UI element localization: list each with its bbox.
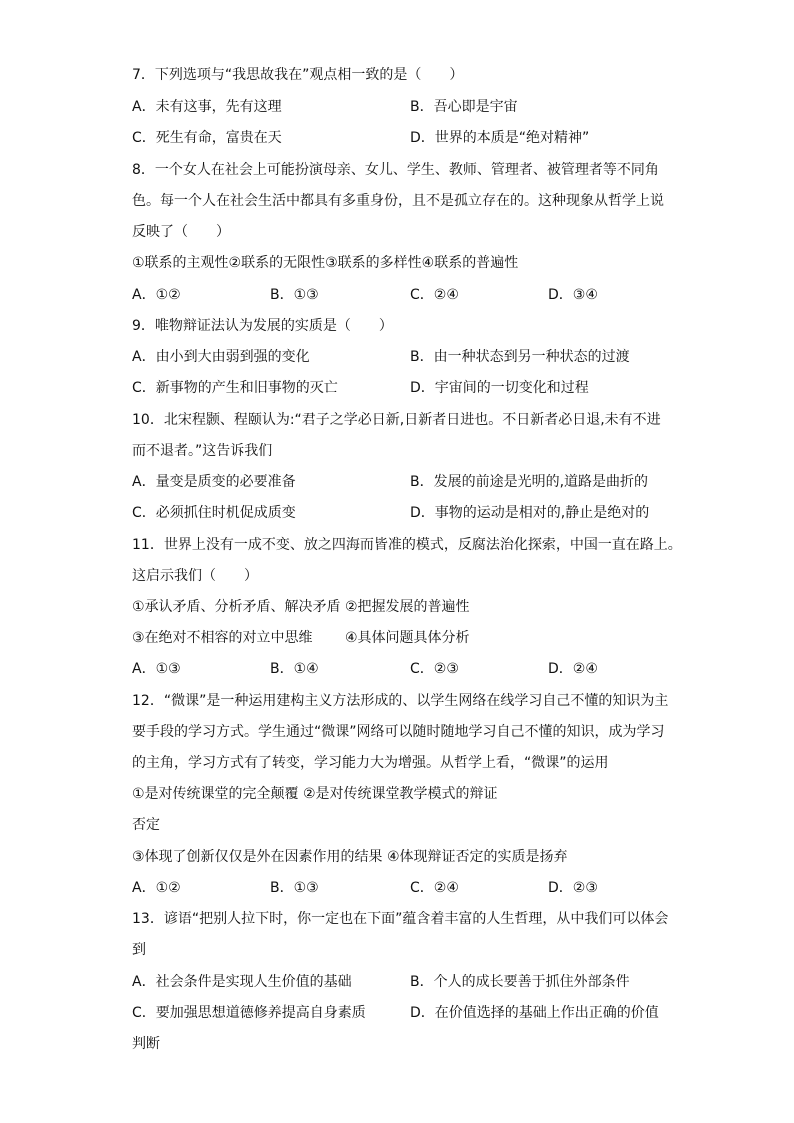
q8-option-c: C．②④	[410, 287, 459, 303]
question-10-stem-line1: 10．北宋程颢、程颐认为:“君子之学必日新,日新者日进也。不日新者必日退,未有不进	[132, 412, 661, 428]
q8-option-b: B．①③	[270, 287, 319, 303]
q10-option-a: A．量变是质变的必要准备	[132, 474, 296, 490]
q11-option-c: C．②③	[410, 661, 459, 677]
q9-option-d: D．宇宙间的一切变化和过程	[410, 380, 589, 396]
q10-option-b: B．发展的前途是光明的,道路是曲折的	[410, 474, 649, 490]
q9-option-b: B．由一种状态到另一种状态的过渡	[410, 349, 630, 365]
q10-option-d: D．事物的运动是相对的,静止是绝对的	[410, 505, 650, 521]
q9-option-c: C．新事物的产生和旧事物的灭亡	[132, 380, 338, 396]
question-12-stem-line2: 要手段的学习方式。学生通过“微课”网络可以随时随地学习自己不懂的知识，成为学习	[132, 724, 665, 740]
q12-option-c: C．②④	[410, 880, 459, 896]
q13-option-b: B．个人的成长要善于抓住外部条件	[410, 974, 630, 990]
q12-option-a: A．①②	[132, 880, 181, 896]
q9-option-a: A．由小到大由弱到强的变化	[132, 349, 310, 365]
q12-option-b: B．①③	[270, 880, 319, 896]
question-12-stem-line1: 12．“微课”是一种运用建构主义方法形成的、以学生网络在线学习自己不懂的知识为主	[132, 693, 669, 709]
question-13-stem-line2: 到	[132, 942, 146, 958]
q10-option-c: C．必须抓住时机促成质变	[132, 505, 296, 521]
q13-option-d: D．在价值选择的基础上作出正确的价值	[410, 1005, 659, 1021]
q11-option-d: D．②④	[548, 661, 598, 677]
question-13-stem-line1: 13．谚语“把别人拉下时，你一定也在下面”蕴含着丰富的人生哲理，从中我们可以体会	[132, 911, 669, 927]
question-8-stem-line1: 8．一个女人在社会上可能扮演母亲、女儿、学生、教师、管理者、被管理者等不同角	[132, 162, 659, 178]
q7-option-c: C．死生有命，富贵在天	[132, 130, 282, 146]
q8-option-a: A．①②	[132, 287, 181, 303]
question-8-statements: ①联系的主观性②联系的无限性③联系的多样性④联系的普遍性	[132, 255, 519, 271]
question-9-stem: 9．唯物辩证法认为发展的实质是（ ）	[132, 318, 393, 334]
q11-option-b: B．①④	[270, 661, 319, 677]
q7-option-a: A．未有这事，先有这理	[132, 99, 282, 115]
question-12-statements-2: ③体现了创新仅仅是外在因素作用的结果 ④体现辩证否定的实质是扬弃	[132, 849, 568, 865]
q13-option-d-wrap: 判断	[132, 1036, 160, 1052]
question-12-statements-1: ①是对传统课堂的完全颠覆 ②是对传统课堂教学模式的辩证	[132, 786, 498, 802]
question-11-stem-line1: 11．世界上没有一成不变、放之四海而皆准的模式，反腐法治化探索，中国一直在路上。	[132, 537, 682, 553]
q8-option-d: D．③④	[548, 287, 598, 303]
q11-option-a: A．①③	[132, 661, 181, 677]
q12-option-d: D．②③	[548, 880, 598, 896]
question-12-statements-1-wrap: 否定	[132, 817, 160, 833]
question-8-stem-line3: 反映了（ ）	[132, 224, 230, 240]
question-12-stem-line3: 的主角，学习方式有了转变，学习能力大为增强。从哲学上看，“微课”的运用	[132, 755, 609, 771]
q7-option-d: D．世界的本质是“绝对精神”	[410, 130, 590, 146]
question-11-statements-2: ③在绝对不相容的对立中思维 ④具体问题具体分析	[132, 630, 470, 646]
question-11-statements-1: ①承认矛盾、分析矛盾、解决矛盾 ②把握发展的普遍性	[132, 599, 470, 615]
q7-option-b: B．吾心即是宇宙	[410, 99, 518, 115]
question-11-stem-line2: 这启示我们（ ）	[132, 568, 258, 584]
q13-option-a: A．社会条件是实现人生价值的基础	[132, 974, 352, 990]
question-10-stem-line2: 而不退者。”这告诉我们	[132, 443, 273, 459]
q13-option-c: C．要加强思想道德修养提高自身素质	[132, 1005, 366, 1021]
question-7-stem: 7．下列选项与“我思故我在”观点相一致的是（ ）	[132, 67, 464, 83]
question-8-stem-line2: 色。每一个人在社会生活中都具有多重身份，且不是孤立存在的。这种现象从哲学上说	[132, 193, 664, 209]
